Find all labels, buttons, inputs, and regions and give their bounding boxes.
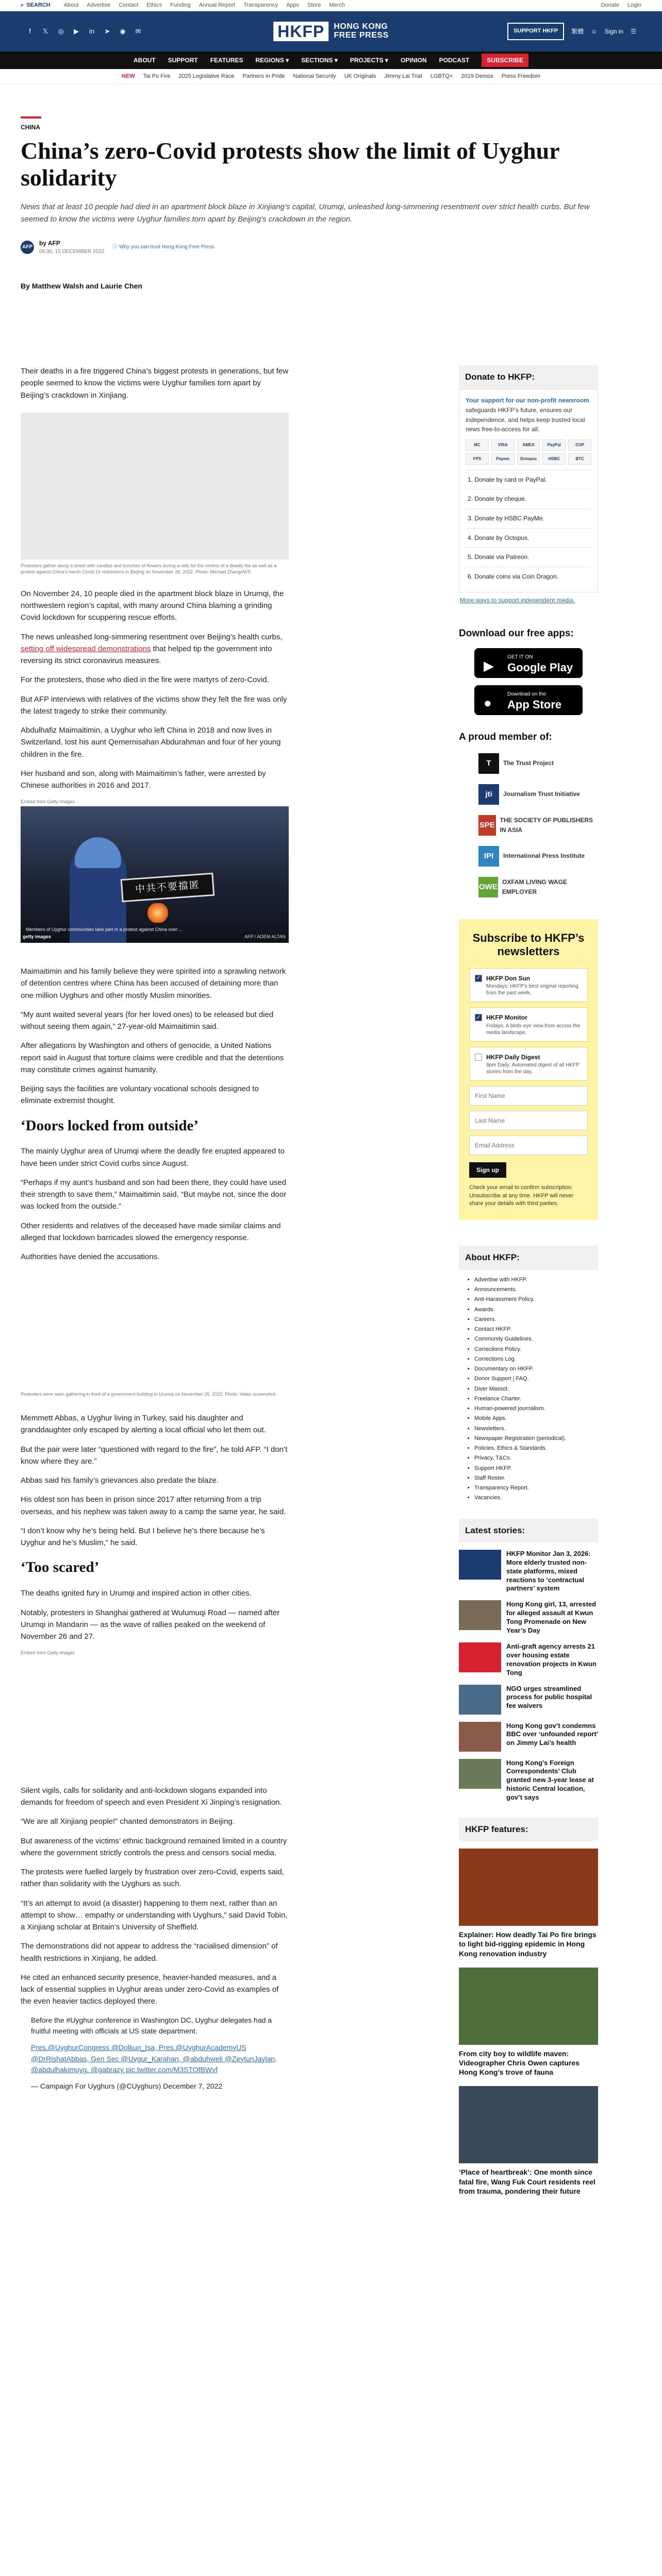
payment-logo: VISA — [491, 439, 515, 451]
paragraph: The protests were fuelled largely by frustration over zero-Covid, experts said, rather than solidarity with the Uyghurs as such. — [21, 1868, 285, 1889]
feature-title[interactable]: ‘Place of heartbreak’: One month since fatal fire, Wang Fuk Court residents reel from trauma, pondering their future — [459, 2168, 595, 2195]
features-title: HKFP features: — [459, 1818, 598, 1841]
member-logo[interactable] — [478, 752, 598, 775]
trending-item[interactable]: Tai Po Fire — [143, 73, 171, 79]
about-link[interactable]: • Donor Support | FAQ. — [474, 1374, 592, 1384]
google-play-icon: ▶ — [484, 658, 494, 674]
nav-subscribe-button[interactable]: SUBSCRIBE — [482, 54, 528, 67]
newsletter-name: HKFP Monitor — [486, 1014, 527, 1022]
article-authors: By Matthew Walsh and Laurie Chen — [21, 281, 142, 290]
paragraph: “Perhaps if my aunt’s husband and son had been there, they could have used their strength to save them,” Maimaitimin said. “But maybe not, since the door was locked from the outside.” — [21, 1178, 287, 1211]
newsletter-desc: 8pm Daily: Automated digest of all HKFP stories from the day. — [486, 1062, 580, 1075]
paragraph: But AFP interviews with relatives of the victims show they felt the fire was only the latest tragedy to strike their community. — [21, 694, 287, 716]
about-link[interactable]: • Documentary on HKFP. — [474, 1364, 592, 1374]
article-title: China’s zero-Covid protests show the limit of Uyghur solidarity — [21, 137, 559, 191]
about-link[interactable]: • Privacy, T&Cs. — [474, 1453, 592, 1463]
paragraph: Other residents and relatives of the deceased have made similar claims and alleged that lockdown barricades slowed the emergency response. — [21, 1221, 281, 1242]
newsletter-checkbox[interactable]: ✓ — [475, 975, 482, 982]
paragraph: Abbas said his family’s grievances also predate the blaze. — [21, 1476, 219, 1485]
about-link[interactable]: • Support HKFP. — [474, 1464, 592, 1473]
tweet-attribution[interactable]: — Campaign For Uyghurs (@CUyghurs) December 7, 2022 — [31, 2082, 223, 2091]
telegram-icon[interactable]: ➤ — [104, 27, 110, 35]
story-title[interactable]: Hong Kong girl, 13, arrested for alleged assault at Kwun Tong Promenade on New Year’s Day — [506, 1600, 597, 1635]
features-list — [459, 1849, 598, 2196]
rss-icon[interactable]: ◉ — [120, 27, 126, 35]
search-icon: ⌕ — [21, 2, 24, 8]
logo-wordmark: HONG KONG FREE PRESS — [334, 22, 389, 40]
utility-link-about[interactable]: About — [63, 2, 79, 8]
utility-bar — [0, 0, 662, 11]
latest-section — [459, 1519, 598, 1802]
inline-link[interactable]: setting off widespread demonstrations — [21, 644, 151, 653]
article-image-vigil — [21, 413, 289, 560]
protester-headscarf — [75, 837, 121, 868]
google-play-button[interactable]: ▶ GET IT ON Google Play — [474, 648, 583, 678]
utility-link-contact[interactable]: Contact — [119, 2, 139, 8]
trending-item[interactable]: National Security — [293, 73, 336, 79]
about-link[interactable]: • Advertise with HKFP. — [474, 1275, 592, 1285]
linkedin-icon[interactable]: in — [89, 27, 95, 35]
paragraph: “My aunt waited several years (for her loved ones) to be released but died without seeing them again,” 27-year-old Maimaitimin said. — [21, 1010, 274, 1031]
getty-embed-placeholder[interactable] — [21, 1664, 289, 1785]
feature-title[interactable]: Explainer: How deadly Tai Po fire brings to light bid-rigging epidemic in Hong Kong renovation industry — [459, 1930, 597, 1958]
member-name: THE SOCIETY OF PUBLISHERS IN ASIA — [500, 817, 593, 834]
member-mark: OWE — [478, 877, 498, 897]
about-title: About HKFP: — [459, 1246, 598, 1269]
trending-label: NEW — [122, 73, 135, 79]
latest-story[interactable] — [459, 1759, 598, 1802]
masthead-actions — [507, 23, 636, 40]
story-title[interactable]: Anti-graft agency arrests 21 over housing estate renovation projects in Kwun Tong — [506, 1642, 597, 1676]
paragraph: The news unleashed long-simmering resentment over Beijing’s health curbs, setting off widespread demonstrations that helped tip the government into reversing its strict coronavirus measures. — [21, 632, 283, 666]
language-switch[interactable]: 繁體 — [571, 27, 584, 35]
about-link[interactable]: • Vacancies. — [474, 1493, 592, 1503]
utility-link-annual-report[interactable]: Annual Report — [198, 2, 236, 8]
utility-link-merch[interactable]: Merch — [329, 2, 345, 8]
first-name-field[interactable] — [469, 1086, 588, 1106]
nav-podcast[interactable]: PODCAST — [439, 56, 470, 64]
paragraph: Their deaths in a fire triggered China’s biggest protests in generations, but few people seemed to know the victims were Uyghur families torn apart by Beijing’s crackdown in Xinjiang. — [21, 367, 289, 400]
image-caption: Protesters were seen gathering in front of a government building in Urumqi on November 25, 2022. Photo: Video screenshot. — [21, 1392, 277, 1397]
payment-logo: PayPal — [542, 439, 566, 451]
about-link[interactable]: • Awards. — [474, 1305, 592, 1315]
feature-image[interactable] — [459, 1849, 598, 1926]
paragraph: Silent vigils, calls for solidarity and anti-lockdown slogans expanded into demands for freedom of speech and even President Xi Jinping’s resignation. — [21, 1786, 282, 1807]
paragraph: Abdulhafiz Maimaitimin, a Uyghur who left China in 2018 and now lives in Switzerland, lost his aunt Qemernisahan Abdurahman and four of her young children in the fire. — [21, 726, 281, 759]
tweet-text: Before the #Uyghur conference in Washington DC, Uyghur delegates had a fruitful meeting with officials at US state department. — [31, 2015, 272, 2036]
masthead — [0, 11, 662, 52]
utility-link-store[interactable]: Store — [307, 2, 321, 8]
signup-note: Check your email to confirm subscription. Unsubscribe at any time. HKFP will never share your details with third parties. — [469, 1184, 574, 1207]
protest-sign: 中共不要擋匿 — [121, 873, 215, 902]
newsletter-name: HKFP Daily Digest — [486, 1053, 540, 1061]
apple-icon: ● — [484, 695, 492, 711]
latest-story[interactable] — [459, 1685, 598, 1715]
about-link[interactable]: • Diver Massot. — [474, 1384, 592, 1394]
payment-logo: Payme — [491, 453, 515, 465]
payment-logo: BTC — [568, 453, 591, 465]
trending-item[interactable]: Jimmy Lai Trial — [384, 73, 422, 79]
feature-image[interactable] — [459, 2086, 598, 2163]
about-link[interactable]: • Transparency Report. — [474, 1483, 592, 1493]
donate-option[interactable]: 1. Donate by card or PayPal. — [466, 470, 591, 489]
donate-option[interactable]: 4. Donate by Octopus. — [466, 528, 591, 548]
image-caption: Protesters gather along a street with candles and bunches of flowers during a rally for the victims of a deadly fire as well as a protest against China’s harsh Covid-19 restrictions in Beijing on November 28, 2022. Photo: Michael Zhang/AFP. — [21, 563, 277, 575]
article-category[interactable]: CHINA — [21, 124, 40, 131]
latest-story[interactable] — [459, 1642, 598, 1677]
paragraph: After allegations by Washington and others of genocide, a United Nations report said in August that torture claims were credible and that the detentions may constitute crimes against humanity. — [21, 1041, 284, 1074]
donate-option[interactable]: 2. Donate by cheque. — [466, 489, 591, 509]
trending-item[interactable]: Press Freedom — [501, 73, 540, 79]
member-mark: SPE — [478, 815, 496, 836]
trending-item[interactable]: UK Originals — [344, 73, 376, 79]
feature-image[interactable] — [459, 1968, 598, 2045]
nav-support[interactable]: SUPPORT — [168, 56, 198, 64]
getty-logo: getty images — [23, 934, 52, 940]
paragraph: Notably, protesters in Shanghai gathered at Wulumuqi Road — named after Urumqi in Mandarin — as the wave of rallies peaked on the weekend of November 26 and 27. — [21, 1608, 280, 1641]
utility-link-advertise[interactable]: Advertise — [87, 2, 111, 8]
subheading: ‘Doors locked from outside’ — [21, 1117, 199, 1134]
support-hkfp-button[interactable]: SUPPORT HKFP — [507, 23, 564, 40]
story-thumbnail[interactable] — [459, 1642, 501, 1672]
nav-features[interactable]: FEATURES — [210, 56, 243, 64]
app-store-button[interactable]: ● Download on the App Store — [474, 685, 583, 715]
paragraph: Beijing says the facilities are voluntary vocational schools designed to eliminate extremist thought. — [21, 1084, 259, 1106]
about-link[interactable]: • Staff Roster. — [474, 1473, 592, 1483]
apps-section — [459, 626, 598, 715]
embed-label: Embed from Getty Images — [21, 1650, 75, 1656]
member-logo[interactable] — [478, 845, 598, 868]
utility-links — [64, 1, 345, 10]
donate-title: Donate to HKFP: — [459, 365, 598, 389]
donate-option[interactable]: 6. Donate coins via Coin Dragon. — [466, 567, 591, 586]
newsletter-checkbox[interactable]: ✓ — [475, 1014, 482, 1021]
about-link[interactable]: • Contact HKFP. — [474, 1325, 592, 1334]
paragraph: The mainly Uyghur area of Urumqi where the deadly fire erupted appeared to have been under strict Covid curbs since August. — [21, 1147, 285, 1168]
payment-logo: FPS — [466, 453, 489, 465]
paragraph: Memmett Abbas, a Uyghur living in Turkey, said his daughter and granddaughter only escaped by alerting a local official who let them out. — [21, 1414, 266, 1435]
member-mark: jti — [478, 784, 499, 805]
trending-item[interactable]: 2019 Demos — [461, 73, 493, 79]
donate-box — [459, 389, 598, 592]
paragraph: “It’s an attempt to avoid (a disaster) happening to them next, rather than an attempt to show… empathy or understanding with Uyghurs,” said David Tobin, a Xinjiang scholar at Britain’s University of Sheffield. — [21, 1899, 288, 1932]
utility-login-link[interactable]: Login — [627, 2, 641, 8]
utility-link-funding[interactable]: Funding — [170, 2, 191, 8]
payment-logo: Octopus — [517, 453, 540, 465]
member-logo[interactable] — [478, 783, 598, 806]
latest-story[interactable] — [459, 1550, 598, 1593]
sign-up-button[interactable]: Sign up — [469, 1162, 506, 1178]
nav-projects[interactable]: PROJECTS ▾ — [350, 56, 388, 64]
spacer — [21, 943, 289, 965]
facebook-icon[interactable]: f — [29, 27, 31, 35]
member-logo[interactable] — [478, 814, 598, 837]
about-link[interactable]: • Careers. — [474, 1315, 592, 1325]
payment-logo: AMEX — [517, 439, 540, 451]
info-icon: ⓘ — [112, 244, 119, 250]
about-link[interactable]: • Anti-Harassment Policy. — [474, 1295, 592, 1304]
latest-title: Latest stories: — [459, 1519, 598, 1543]
about-link[interactable]: • Corrections Log. — [474, 1354, 592, 1364]
latest-story[interactable] — [459, 1600, 598, 1635]
user-icon[interactable]: ☺ — [591, 27, 598, 35]
subheading: ‘Too scared’ — [21, 1559, 100, 1576]
newsletter-desc: Mondays: HKFP's best original reporting from the past week. — [486, 984, 578, 996]
paragraph: But awareness of the victims’ ethnic background remained limited in a country where the government strictly controls the press and censors social media. — [21, 1836, 287, 1857]
payment-methods — [466, 439, 591, 465]
nav-opinion[interactable]: OPINION — [400, 56, 427, 64]
nav-about[interactable]: ABOUT — [134, 56, 156, 64]
candle-flame — [147, 903, 169, 923]
newsletter-signup — [459, 919, 598, 1221]
payment-logo: CUP — [568, 439, 591, 451]
member-logo[interactable] — [478, 876, 598, 899]
newsletter-desc: Fridays: A birds-eye view from across the media landscape. — [486, 1023, 581, 1036]
about-section — [459, 1246, 598, 1508]
utility-donate-link[interactable]: Donate — [601, 2, 620, 8]
embed-overlay-caption: Members of Uyghur communities take part in a protest against China over ... — [26, 927, 183, 933]
site-logo[interactable] — [273, 22, 388, 41]
newsletter-option[interactable] — [469, 1007, 588, 1042]
logo-mark: HKFP — [273, 22, 328, 41]
embedded-tweet[interactable] — [21, 2015, 289, 2092]
sidebar — [459, 365, 598, 2205]
paragraph: His oldest son has been in prison since 2017 after returning from a trip overseas, and his nephew was taken away to a camp the same year, he said. — [21, 1495, 286, 1516]
member-list — [459, 752, 598, 899]
member-name: The Trust Project — [503, 759, 554, 767]
about-links — [459, 1270, 598, 1509]
trust-link[interactable]: ⓘ Why you can trust Hong Kong Free Press — [112, 244, 214, 250]
paragraph: He cited an enhanced security presence, heavier-handed measures, and a lack of essential supplies in Uyghur areas under zero-Covid as examples of the even heavier tactics deployed there. — [21, 1973, 279, 2006]
about-link[interactable]: • Community Guidelines. — [474, 1334, 592, 1344]
latest-list — [459, 1550, 598, 1802]
mail-icon[interactable]: ✉ — [135, 27, 141, 35]
video-embed-placeholder[interactable] — [21, 1270, 289, 1391]
member-name: OXFAM LIVING WAGE EMPLOYER — [502, 878, 567, 895]
byline-author[interactable]: by AFP — [39, 239, 60, 247]
main-nav — [0, 52, 662, 69]
trending-item[interactable]: 2025 Legislative Race — [178, 73, 235, 79]
newsletter-title: Subscribe to HKFP’s newsletters — [472, 931, 585, 958]
paragraph: The deaths ignited fury in Urumqi and inspired action in other cities. — [21, 1589, 252, 1598]
utility-link-apps[interactable]: Apps — [286, 2, 300, 8]
paragraph: Authorities have denied the accusations. — [21, 1252, 160, 1262]
feature-story[interactable] — [459, 2086, 598, 2196]
story-thumbnail[interactable] — [459, 1759, 501, 1789]
more-ways-link[interactable]: More ways to support independent media. — [460, 597, 575, 604]
paragraph: For the protesters, those who died in the fire were martyrs of zero-Covid. — [21, 675, 269, 685]
page-container — [0, 84, 662, 2195]
getty-embed-protest-image[interactable] — [21, 806, 289, 943]
latest-story[interactable] — [459, 1722, 598, 1752]
story-thumbnail[interactable] — [459, 1722, 501, 1752]
newsletter-options — [469, 968, 588, 1081]
about-link[interactable]: • Policies, Ethics & Standards. — [474, 1444, 592, 1453]
search-link[interactable]: ⌕ SEARCH — [21, 1, 51, 10]
byline-text — [39, 239, 104, 256]
paragraph: “We are all Xinjiang people!” chanted demonstrators in Beijing. — [21, 1817, 235, 1826]
feature-story[interactable] — [459, 1968, 598, 2077]
trending-item[interactable]: LGBTQ+ — [430, 73, 453, 79]
article-header — [21, 84, 641, 292]
article-body — [21, 365, 289, 2100]
nav-sections[interactable]: SECTIONS ▾ — [301, 56, 338, 64]
feature-story[interactable] — [459, 1849, 598, 1958]
embed-label: Embed from Getty Images — [21, 799, 75, 805]
newsletter-option-text — [486, 1013, 582, 1036]
about-link[interactable]: • Newspaper Registration (periodical). — [474, 1434, 592, 1444]
nav-regions[interactable]: REGIONS ▾ — [255, 56, 289, 64]
story-title[interactable]: Hong Kong’s Foreign Correspondents’ Club granted new 3-year lease at historic Central location, gov’t says — [506, 1758, 594, 1802]
twitter-icon[interactable]: 𝕏 — [42, 27, 48, 35]
tweet-mentions[interactable]: Pres.@UyghurCongress @Dolkun_Isa, Pres.@UyghurAcademyUS @DrRishatAbbas, Gen Sec @Uygur_Karahan, @abduhweli @ZeytunJaylan, @abdulhakimuyg, @gabrazy pic.twitter.com/M3STOfBWvf — [31, 2043, 277, 2074]
newsletter-checkbox[interactable] — [475, 1054, 482, 1061]
payment-logo: HSBC — [542, 453, 566, 465]
donate-option[interactable]: 5. Donate via Patreon. — [466, 547, 591, 567]
utility-link-ethics[interactable]: Ethics — [146, 2, 162, 8]
paragraph: “I don’t know why he’s being held. But I believe he’s there because he’s Uyghur and he’s Muslim,” he said. — [21, 1526, 265, 1548]
member-mark: T — [478, 753, 499, 774]
about-link[interactable]: • Announcements. — [474, 1285, 592, 1295]
story-title[interactable]: HKFP Monitor Jan 3, 2026: More elderly trusted non-state platforms, mixed reactions to ‘contractual partners’ system — [506, 1549, 591, 1592]
about-link[interactable]: • Corrections Policy. — [474, 1345, 592, 1354]
about-link[interactable]: • Mobile Apps. — [474, 1414, 592, 1423]
newsletter-name: HKFP Don Sun — [486, 974, 531, 982]
paragraph: On November 24, 10 people died in the apartment block blaze in Urumqi, the northwestern region’s capital, with many around China blaming a grinding Covid lockdown for scuppering rescue efforts. — [21, 589, 284, 622]
newsletter-option[interactable] — [469, 1047, 588, 1081]
photo-credit: AFP / ADEM ALTAN — [244, 934, 286, 940]
newsletter-option[interactable] — [469, 968, 588, 1003]
utility-link-transparency[interactable]: Transparency — [243, 2, 278, 8]
author-avatar: AFP — [21, 241, 34, 254]
newsletter-option-text — [486, 974, 582, 997]
social-links — [26, 27, 142, 36]
paragraph: The demonstrations did not appear to address the “racialised dimension” of health restrictions in Xinjiang, he added. — [21, 1942, 278, 1963]
about-link[interactable]: • Freelance Charter. — [474, 1394, 592, 1404]
member-mark: IPI — [478, 846, 499, 867]
trending-bar — [0, 69, 662, 84]
story-thumbnail[interactable] — [459, 1550, 501, 1580]
apps-title: Download our free apps: — [459, 628, 574, 639]
email-field[interactable] — [469, 1136, 588, 1155]
story-title[interactable]: NGO urges streamlined process for public hospital fee waivers — [506, 1684, 592, 1710]
story-thumbnail[interactable] — [459, 1600, 501, 1630]
member-title: A proud member of: — [459, 732, 552, 743]
byline — [21, 239, 641, 256]
about-link[interactable]: • Human-powered journalism. — [474, 1404, 592, 1414]
utility-right — [601, 1, 641, 10]
paragraph: Her husband and son, along with Maimaitimin’s father, were arrested by Chinese authorities in 2016 and 2017. — [21, 769, 266, 790]
last-name-field[interactable] — [469, 1111, 588, 1130]
story-thumbnail[interactable] — [459, 1685, 501, 1715]
member-name: Journalism Trust Initiative — [503, 790, 580, 798]
youtube-icon[interactable]: ▶ — [74, 27, 79, 35]
instagram-icon[interactable]: ◎ — [58, 27, 64, 35]
menu-icon[interactable]: ☰ — [631, 27, 636, 35]
paragraph: But the pair were later “questioned with regard to the fire”, he told AFP. “I don’t know where they are.” — [21, 1445, 288, 1466]
donate-lead: Your support for our non-profit newsroom safeguards HKFP’s future, ensures our independence, and helps keep trusted local news free-to-access for all. — [466, 397, 589, 433]
paragraph: Maimaitimin and his family believe they were spirited into a sprawling network of detention centres where China has been accused of detaining more than one million Uyghurs and other mostly Muslim minorities. — [21, 967, 286, 1000]
payment-logo: MC — [466, 439, 489, 451]
memberships-section — [459, 730, 598, 898]
features-section — [459, 1818, 598, 2196]
donate-option[interactable]: 3. Donate by HSBC PayMe. — [466, 509, 591, 528]
newsletter-option-text — [486, 1053, 582, 1076]
byline-date: 06:30, 15 DECEMBER 2022 — [39, 249, 105, 255]
category-accent — [21, 116, 41, 118]
about-link[interactable]: • Newsletters. — [474, 1424, 592, 1434]
story-title[interactable]: Hong Kong gov’t condemns BBC over ‘unfounded report’ on Jimmy Lai’s health — [506, 1721, 598, 1747]
article-standfirst: News that at least 10 people had died in an apartment block blaze in Xinjiang’s capital, Urumqi, unleashed long-simmering resentment over strict health curbs. But few seemed to know the victims were Uyghur families torn apart by Beijing’s crackdown in the region. — [21, 202, 590, 224]
member-name: International Press Institute — [503, 852, 585, 860]
feature-title[interactable]: From city boy to wildlife maven: Videographer Chris Owen captures Hong Kong’s trove of fauna — [459, 2049, 580, 2077]
sign-in-link[interactable]: Sign in — [604, 27, 624, 35]
trending-item[interactable]: Partners in Pride — [242, 73, 285, 79]
